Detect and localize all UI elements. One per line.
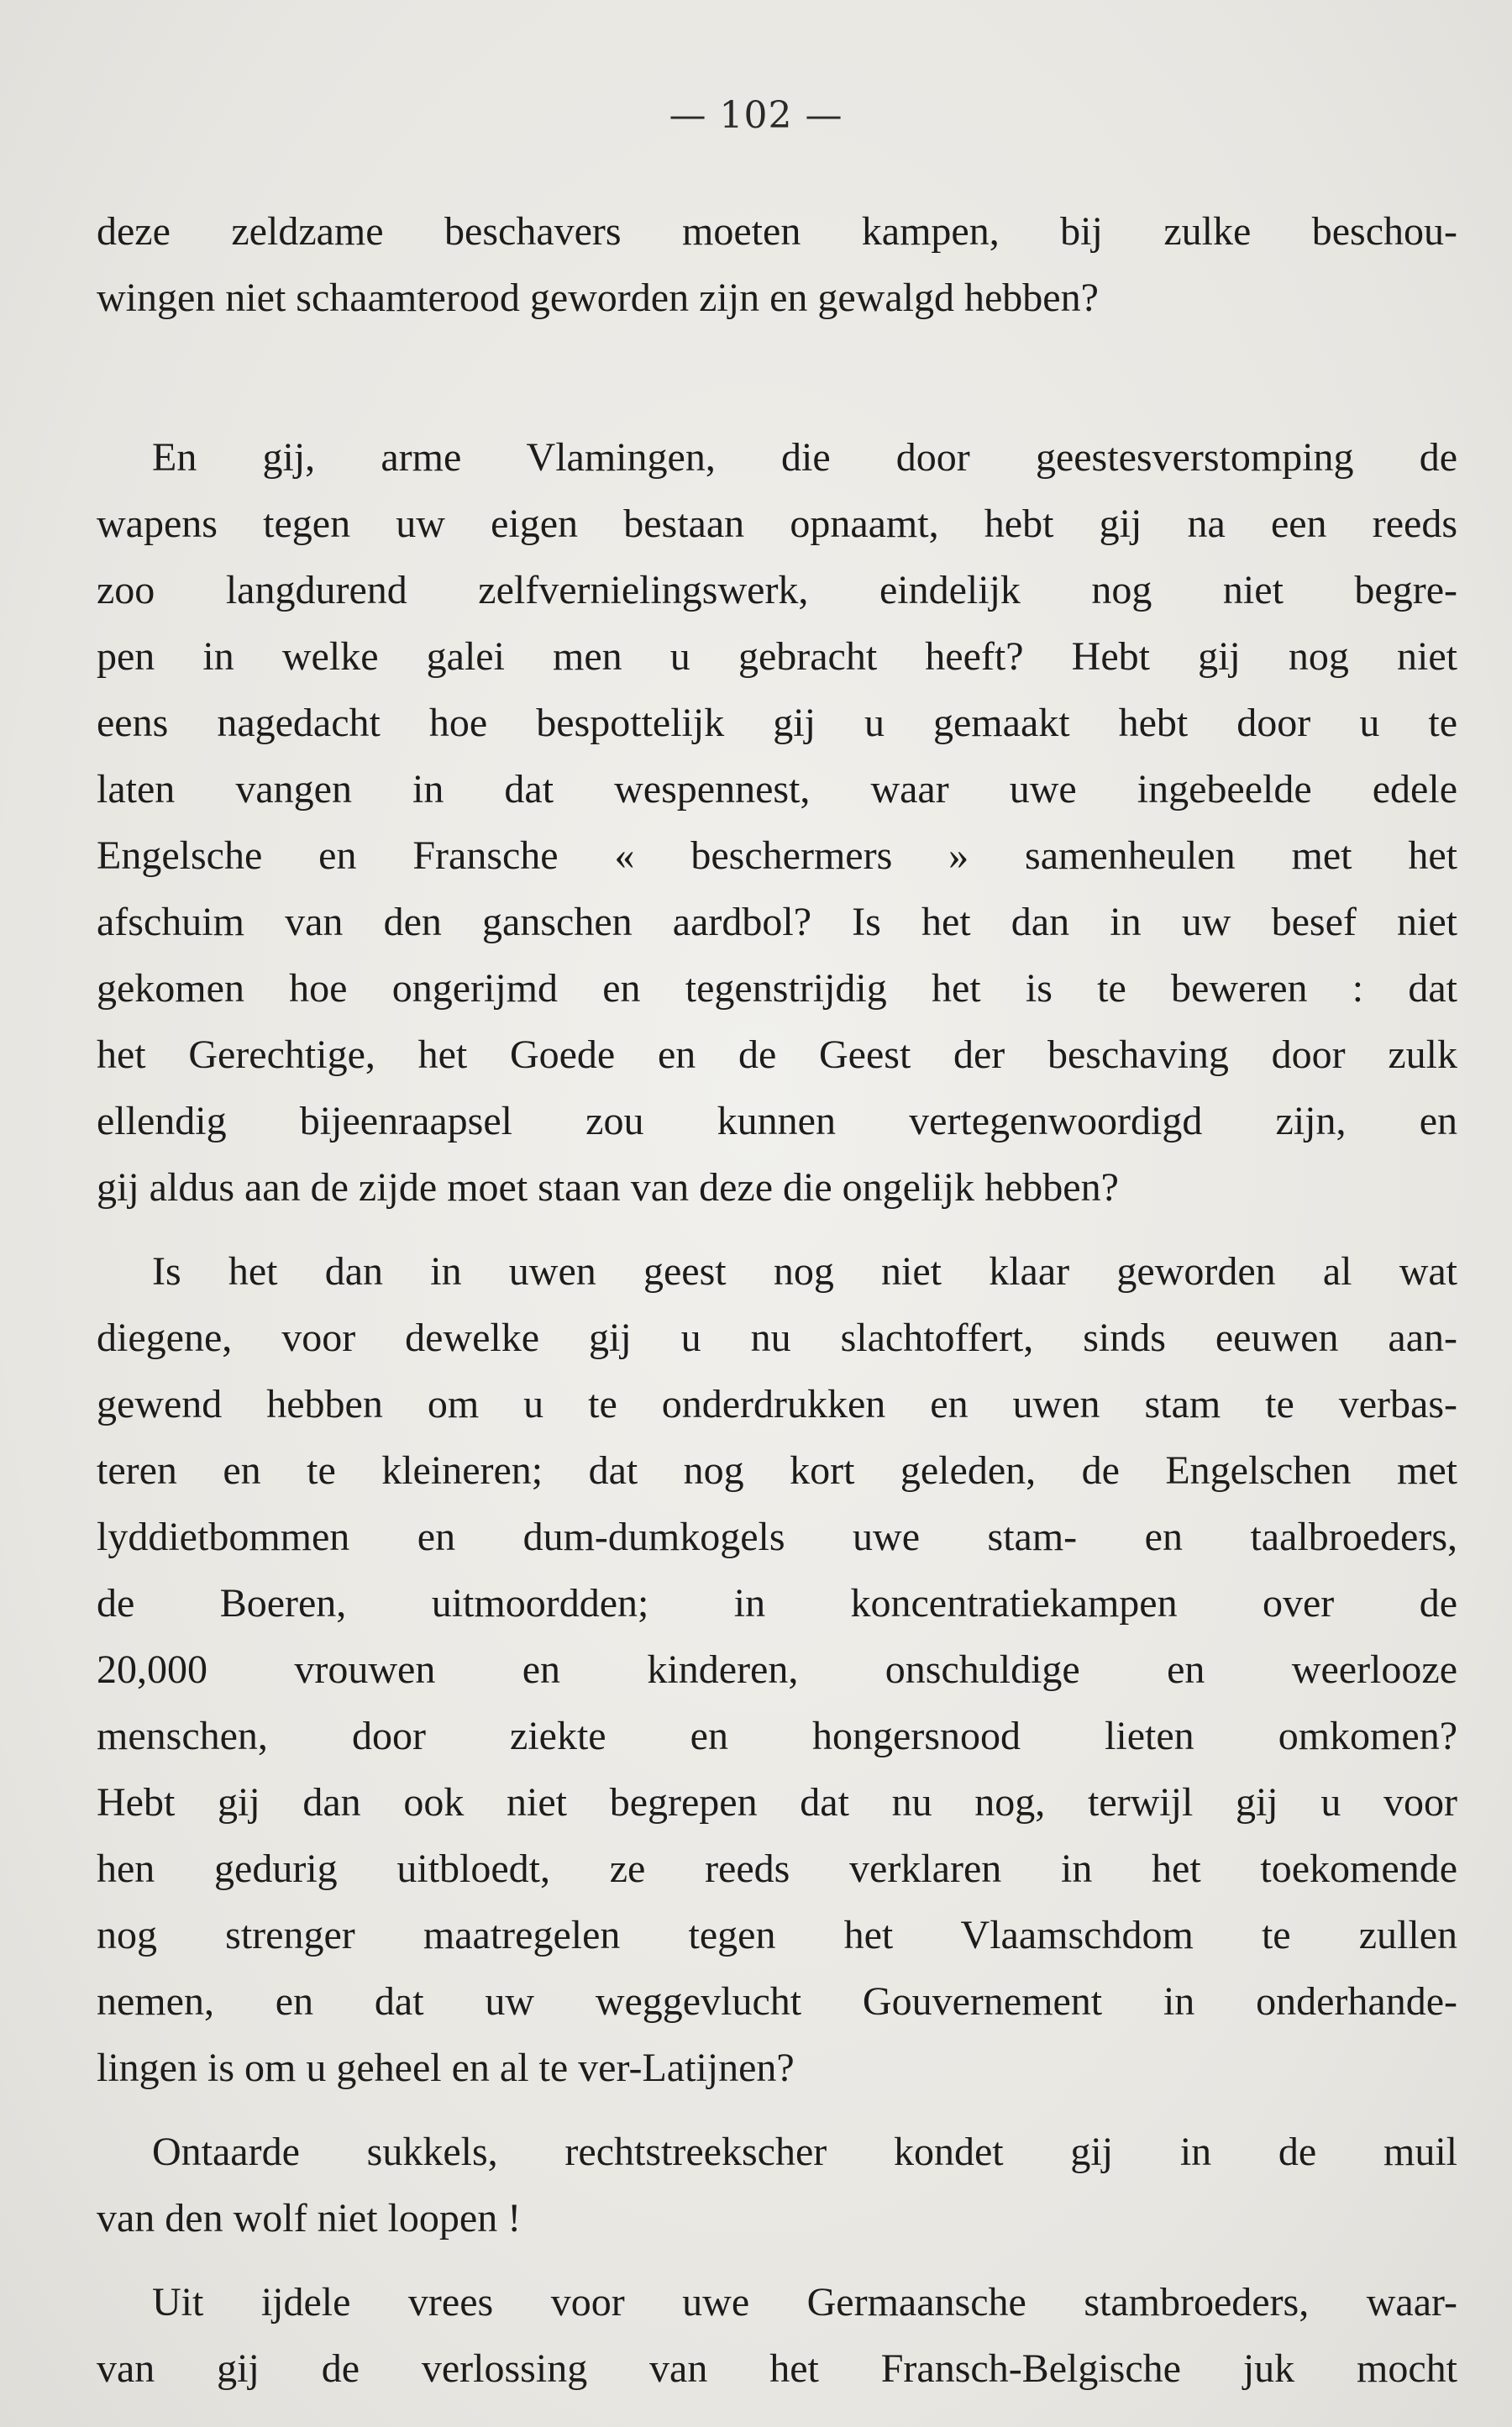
text-line: afschuim van den ganschen aardbol? Is het dan in uw besef niet <box>97 900 1457 944</box>
text-line: lyddietbommen en dum-dumkogels uwe stam- en taalbroeders, <box>97 1515 1457 1559</box>
text-line: hen gedurig uitbloedt, ze reeds verklaren in het toekomende <box>97 1847 1457 1891</box>
text-line: Is het dan in uwen geest nog niet klaar geworden al wat <box>152 1249 1457 1294</box>
text-line: En gij, arme Vlamingen, die door geestesverstomping de <box>152 435 1457 480</box>
text-line: de Boeren, uitmoordden; in koncentratiekampen over de <box>97 1581 1457 1626</box>
text-line: diegene, voor dewelke gij u nu slachtoffert, sinds eeuwen aan- <box>97 1316 1457 1360</box>
text-line: nog strenger maatregelen tegen het Vlaamschdom te zullen <box>97 1913 1457 1957</box>
text-line: eens nagedacht hoe bespottelijk gij u gemaakt hebt door u te <box>97 701 1457 745</box>
text-line: ellendig bijeenraapsel zou kunnen vertegenwoordigd zijn, en <box>97 1099 1457 1143</box>
text-line: menschen, door ziekte en hongersnood lieten omkomen? <box>97 1714 1457 1758</box>
text-block-main <box>97 424 1457 2419</box>
text-line: van gij de verlossing van het Fransch-Belgische juk mocht <box>97 2346 1457 2391</box>
text-line: zoo langdurend zelfvernielingswerk, eindelijk nog niet begre- <box>97 568 1457 612</box>
paragraph <box>97 1238 1457 2101</box>
text-line: Hebt gij dan ook niet begrepen dat nu nog, terwijl gij u voor <box>97 1780 1457 1825</box>
text-block-continuation <box>97 198 1457 349</box>
text-line: teren en te kleineren; dat nog kort geleden, de Engelschen met <box>97 1448 1457 1493</box>
text-line: van den wolf niet loopen ! <box>97 2196 522 2241</box>
paragraph <box>97 2269 1457 2402</box>
text-line: wingen niet schaamterood geworden zijn en gewalgd hebben? <box>97 276 1099 320</box>
paragraph <box>97 198 1457 331</box>
text-line: nemen, en dat uw weggevlucht Gouvernement in onderhande- <box>97 1979 1457 2024</box>
text-line: Uit ijdele vrees voor uwe Germaansche stambroeders, waar- <box>152 2280 1457 2325</box>
text-line: Engelsche en Fransche « beschermers » samenheulen met het <box>97 833 1457 878</box>
text-line: gewend hebben om u te onderdrukken en uwen stam te verbas- <box>97 1382 1457 1426</box>
text-line: pen in welke galei men u gebracht heeft? Hebt gij nog niet <box>97 634 1457 679</box>
text-line: wapens tegen uw eigen bestaan opnaamt, hebt gij na een reeds <box>97 502 1457 546</box>
text-line: gij aldus aan de zijde moet staan van deze die ongelijk hebben? <box>97 1165 1119 1210</box>
text-line: 20,000 vrouwen en kinderen, onschuldige en weerlooze <box>97 1647 1457 1692</box>
text-line: gekomen hoe ongerijmd en tegenstrijdig het is te beweren : dat <box>97 966 1457 1011</box>
paragraph <box>97 2119 1457 2251</box>
text-line: het Gerechtige, het Goede en de Geest der beschaving door zulk <box>97 1032 1457 1077</box>
paragraph <box>97 424 1457 1221</box>
page-number: — 102 — <box>669 94 843 137</box>
text-line: laten vangen in dat wespennest, waar uwe ingebeelde edele <box>97 767 1457 812</box>
text-line: deze zeldzame beschavers moeten kampen, bij zulke beschou- <box>97 209 1457 254</box>
text-line: lingen is om u geheel en al te ver-Latijnen? <box>97 2046 795 2090</box>
text-line: Ontaarde sukkels, rechtstreekscher kondet gij in de muil <box>152 2130 1457 2174</box>
